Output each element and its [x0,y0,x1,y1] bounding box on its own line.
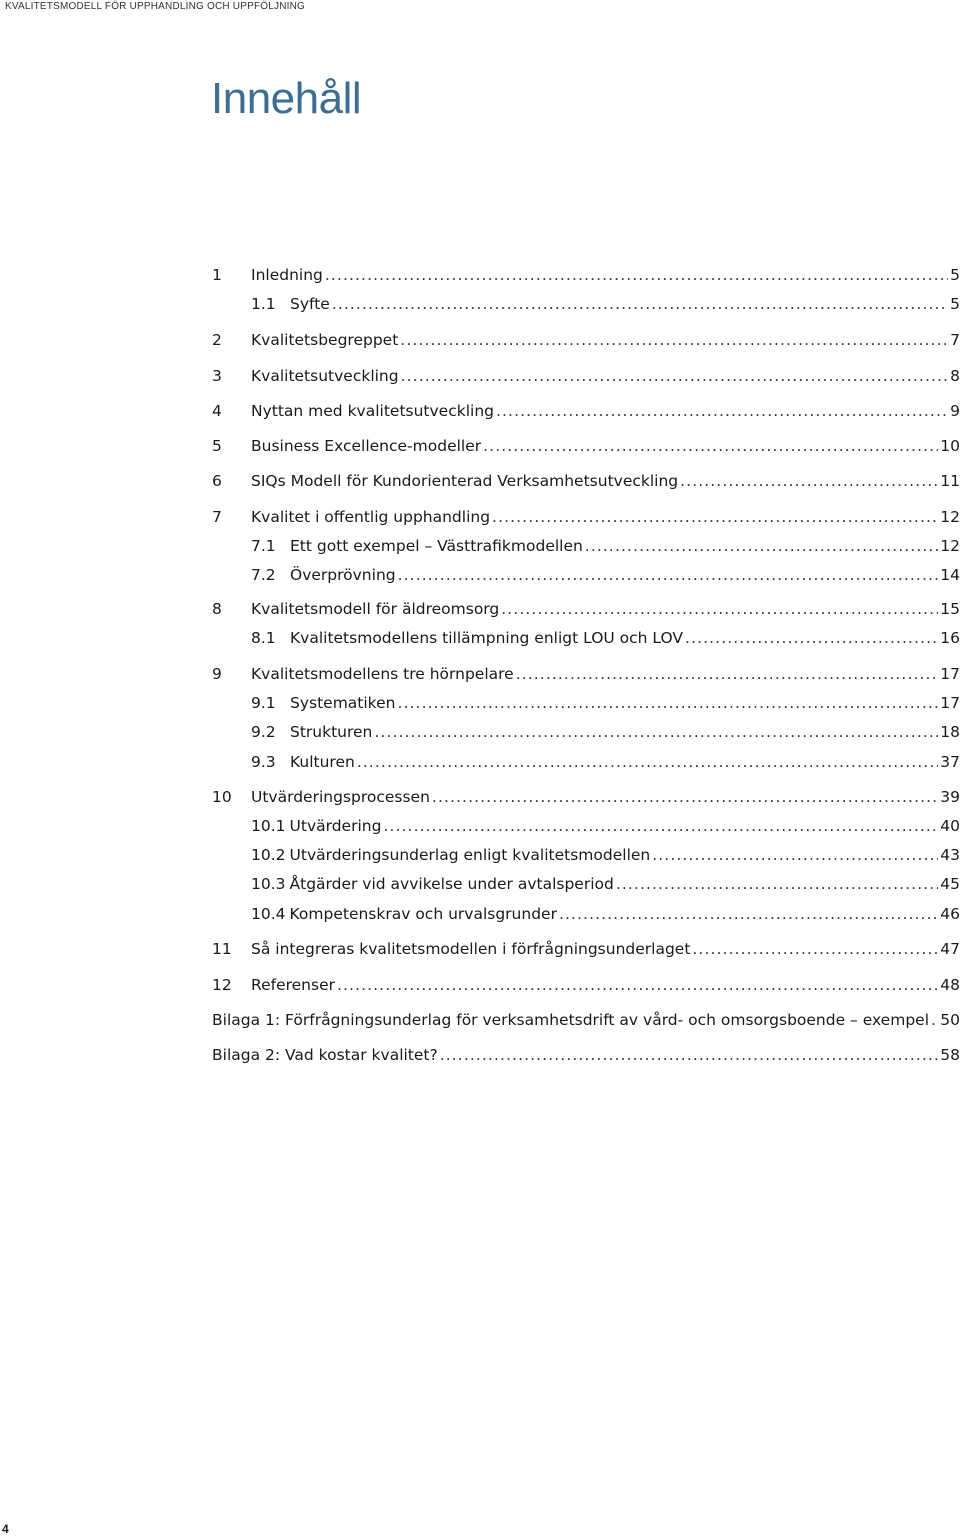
toc-leader-dots [397,692,938,714]
toc-entry-title: Nyttan med kvalitetsutveckling [251,402,494,420]
toc-entry-page: 12 [940,508,960,526]
toc-leader-dots [559,903,938,925]
toc-entry-page: 58 [940,1046,960,1064]
toc-entry-number: 9.1 [251,694,276,712]
toc-leader-dots [680,470,938,492]
toc-entry-number: 4 [212,402,222,420]
toc-entry-7-1[interactable] [251,535,960,557]
toc-entry-page: 39 [940,788,960,806]
toc-leader-dots [383,815,938,837]
toc-entry-8-1[interactable] [251,627,960,649]
toc-entry-number: 11 [212,940,232,958]
toc-leader-dots [685,627,938,649]
toc-entry-page: 43 [940,846,960,864]
toc-leader-dots [931,1009,938,1031]
page-title: Innehåll [211,74,362,123]
toc-leader-dots [483,435,938,457]
toc-entry-number: 10 [212,788,232,806]
toc-entry-number: 2 [212,331,222,349]
toc-entry-page: 18 [940,723,960,741]
toc-entry-title: Syfte [290,295,330,313]
toc-entry-title: SIQs Modell för Kundorienterad Verksamhetsutveckling [251,472,679,490]
toc-entry-number: 1.1 [251,295,276,313]
toc-entry-3[interactable] [212,365,960,387]
toc-entry-9[interactable] [212,663,960,685]
toc-leader-dots [616,873,938,895]
toc-leader-dots [652,844,938,866]
toc-entry-title: Utvärderingsprocessen [251,788,430,806]
toc-entry-page: 40 [940,817,960,835]
toc-leader-dots [398,564,939,586]
toc-entry-9-1[interactable] [251,692,960,714]
toc-entry-title: Åtgärder vid avvikelse under avtalsperiod [289,875,614,893]
toc-entry-title: Bilaga 2: Vad kostar kvalitet? [212,1046,438,1064]
toc-entry-page: 10 [940,437,960,455]
toc-entry-number: 10.3 [251,875,286,893]
toc-entry-number: 7.1 [251,537,276,555]
toc-entry-11[interactable] [212,938,960,960]
toc-leader-dots [432,786,938,808]
toc-entry-page: 7 [950,331,960,349]
toc-entry-page: 11 [940,472,960,490]
toc-entry-number: 7 [212,508,222,526]
toc-entry-number: 9.3 [251,753,276,771]
toc-entry-title: Utvärderingsunderlag enligt kvalitetsmodellen [289,846,651,864]
toc-entry-page: 15 [940,600,960,618]
toc-entry-1[interactable] [212,264,960,286]
toc-entry-page: 50 [940,1011,960,1029]
toc-leader-dots [400,329,948,351]
toc-entry-number: 9 [212,665,222,683]
toc-leader-dots [357,751,938,773]
toc-entry-page: 46 [940,905,960,923]
toc-entry-title: Så integreras kvalitetsmodellen i förfrågningsunderlaget [251,940,691,958]
toc-leader-dots [585,535,938,557]
toc-entry-title: Kvalitetsmodell för äldreomsorg [251,600,500,618]
toc-entry-8[interactable] [212,598,960,620]
toc-entry-title: Inledning [251,266,323,284]
toc-entry-10-1[interactable] [251,815,960,837]
toc-entry-page: 9 [950,402,960,420]
running-header: KVALITETSMODELL FÖR UPPHANDLING OCH UPPFÖLJNING [5,1,306,12]
toc-entry-number: 1 [212,266,222,284]
toc-entry-number: 8 [212,600,222,618]
toc-leader-dots [516,663,939,685]
toc-entry-4[interactable] [212,400,960,422]
toc-entry-title: Kvalitetsbegreppet [251,331,399,349]
toc-entry-number: 10.4 [251,905,286,923]
toc-entry-number: 8.1 [251,629,276,647]
toc-entry-page: 17 [940,665,960,683]
toc-entry-number: 3 [212,367,222,385]
toc-entry-title: Överprövning [290,566,396,584]
toc-entry-6[interactable] [212,470,960,492]
toc-entry-page: 47 [940,940,960,958]
toc-entry-title: Bilaga 1: Förfrågningsunderlag för verksamhetsdrift av vård- och omsorgsboende – exempel [212,1011,930,1029]
toc-entry-title: Systematiken [290,694,396,712]
toc-entry-appendix-2[interactable] [212,1044,960,1066]
toc-entry-10[interactable] [212,786,960,808]
toc-entry-page: 12 [940,537,960,555]
toc-entry-number: 9.2 [251,723,276,741]
toc-entry-title: Kvalitetsutveckling [251,367,399,385]
toc-leader-dots [337,974,938,996]
toc-entry-number: 10.1 [251,817,286,835]
toc-entry-page: 45 [940,875,960,893]
toc-entry-7-2[interactable] [251,564,960,586]
toc-entry-9-3[interactable] [251,751,960,773]
toc-entry-title: Strukturen [290,723,373,741]
toc-leader-dots [492,506,938,528]
toc-leader-dots [325,264,948,286]
toc-entry-page: 14 [940,566,960,584]
toc-entry-page: 5 [950,295,960,313]
toc-entry-title: Business Excellence-modeller [251,437,482,455]
toc-entry-number: 5 [212,437,222,455]
toc-entry-7[interactable] [212,506,960,528]
toc-entry-title: Kvalitetsmodellens tillämpning enligt LOU och LOV [290,629,684,647]
page-number: 4 [2,1522,9,1536]
toc-leader-dots [496,400,948,422]
toc-entry-10-4[interactable] [251,903,960,925]
toc-entry-title: Kvalitetsmodellens tre hörnpelare [251,665,514,683]
toc-entry-page: 37 [940,753,960,771]
toc-entry-page: 17 [940,694,960,712]
toc-entry-number: 7.2 [251,566,276,584]
toc-entry-number: 6 [212,472,222,490]
toc-entry-title: Utvärdering [289,817,382,835]
toc-leader-dots [332,293,948,315]
toc-entry-9-2[interactable] [251,721,960,743]
toc-entry-10-3[interactable] [251,873,960,895]
toc-entry-12[interactable] [212,974,960,996]
toc-leader-dots [692,938,938,960]
toc-entry-page: 8 [950,367,960,385]
toc-entry-5[interactable] [212,435,960,457]
toc-entry-10-2[interactable] [251,844,960,866]
toc-leader-dots [501,598,938,620]
toc-entry-title: Referenser [251,976,335,994]
toc-entry-number: 10.2 [251,846,286,864]
toc-entry-title: Ett gott exempel – Västtrafikmodellen [290,537,583,555]
toc-entry-page: 16 [940,629,960,647]
toc-entry-title: Kompetenskrav och urvalsgrunder [289,905,557,923]
toc-entry-number: 12 [212,976,232,994]
toc-entry-appendix-1[interactable] [212,1009,960,1031]
toc-entry-1-1[interactable] [251,293,960,315]
toc-entry-2[interactable] [212,329,960,351]
toc-entry-title: Kvalitet i offentlig upphandling [251,508,491,526]
toc-entry-page: 5 [950,266,960,284]
toc-entry-page: 48 [940,976,960,994]
toc-leader-dots [374,721,938,743]
toc-entry-title: Kulturen [290,753,355,771]
toc-leader-dots [440,1044,939,1066]
toc-leader-dots [401,365,949,387]
